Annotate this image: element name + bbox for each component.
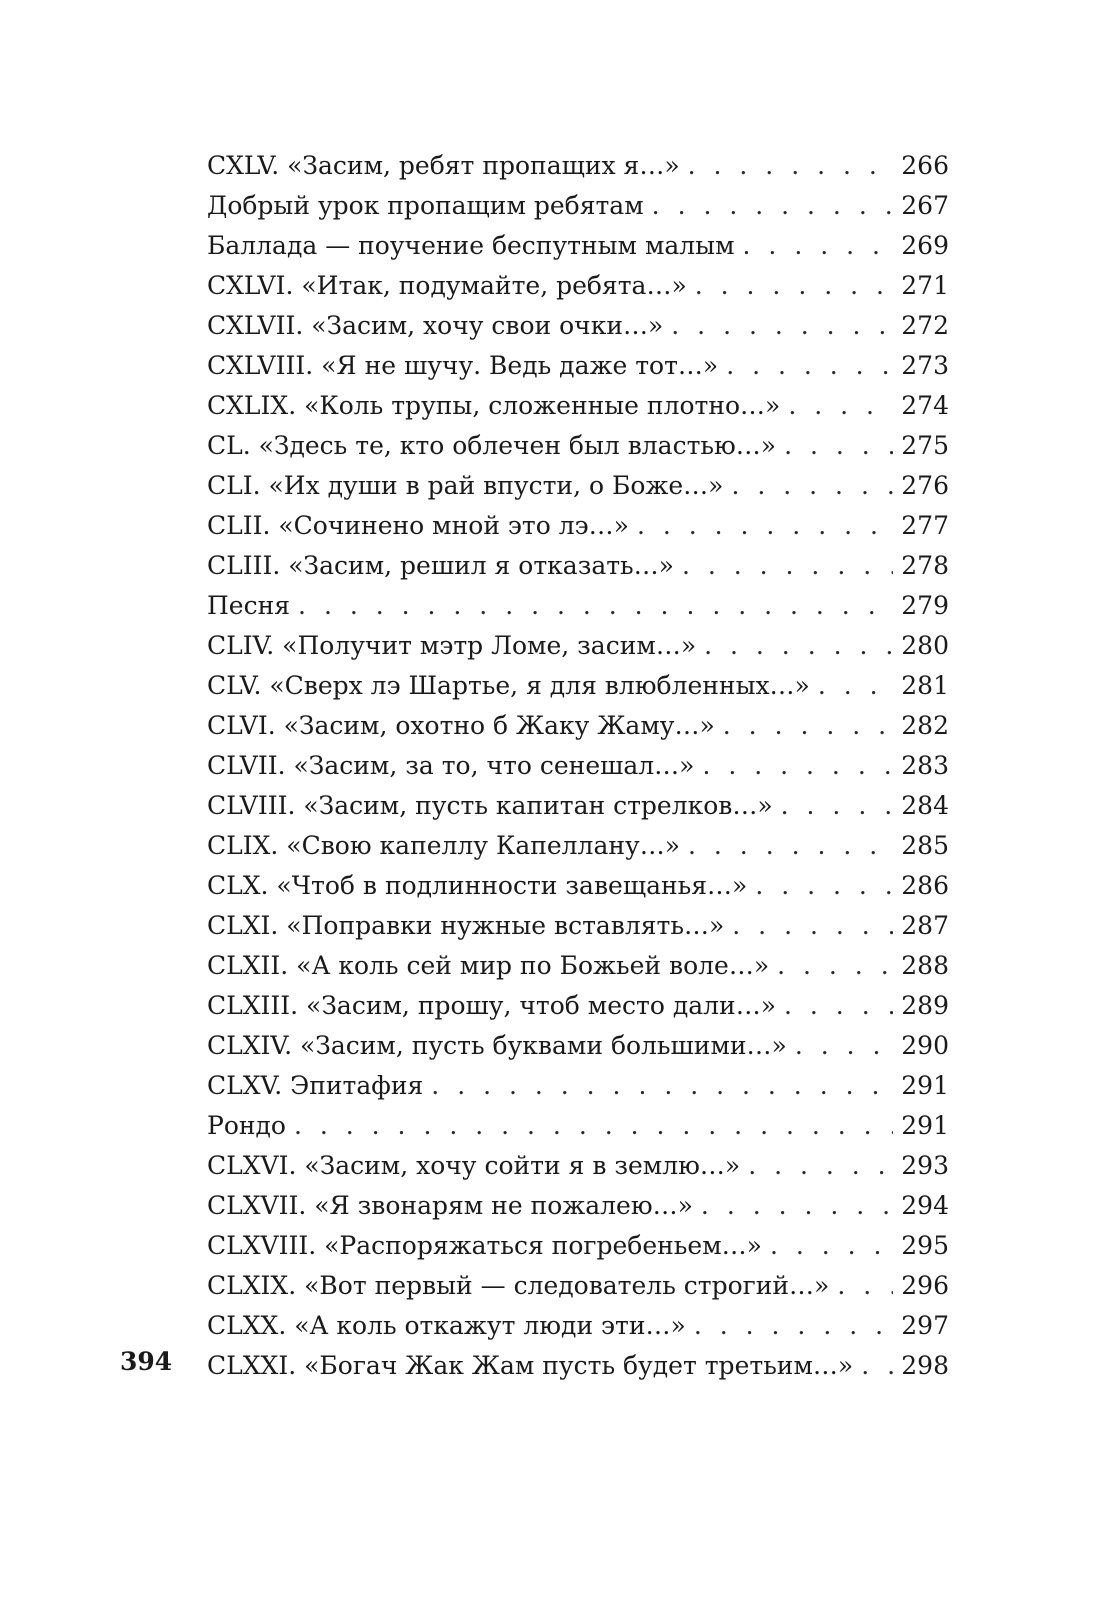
toc-entry-page: 277 bbox=[901, 511, 949, 540]
toc-entry bbox=[207, 1066, 949, 1106]
toc-entry-title: CXLV. «Засим, ребят пропащих я…» bbox=[207, 151, 680, 180]
toc-entry bbox=[207, 986, 949, 1026]
toc-entry-page: 283 bbox=[901, 751, 949, 780]
toc-dot-leader bbox=[732, 906, 893, 946]
toc-entry-title: CLXII. «А коль сей мир по Божьей воле…» bbox=[207, 951, 770, 980]
toc-entry bbox=[207, 226, 949, 266]
toc-entry-title: Песня bbox=[207, 591, 291, 620]
toc-entry-title: CLXVII. «Я звонарям не пожалею…» bbox=[207, 1191, 693, 1220]
toc-dot-leader bbox=[701, 1186, 893, 1226]
toc-entry bbox=[207, 1026, 949, 1066]
toc-entry-title: CLVI. «Засим, охотно б Жаку Жаму…» bbox=[207, 711, 715, 740]
toc-entry-page: 281 bbox=[901, 671, 949, 700]
toc-entry-title: CLI. «Их души в рай впусти, о Боже…» bbox=[207, 471, 724, 500]
toc-entry-title: Добрый урок пропащим ребятам bbox=[207, 191, 644, 220]
toc-dot-leader bbox=[861, 1346, 893, 1386]
toc-dot-leader bbox=[795, 1026, 893, 1066]
toc-entry-page: 291 bbox=[901, 1111, 949, 1140]
toc-entry bbox=[207, 746, 949, 786]
toc-entry-title: CLVII. «Засим, за то, что сенешал…» bbox=[207, 751, 695, 780]
toc-entry-page: 287 bbox=[901, 911, 949, 940]
toc-dot-leader bbox=[671, 306, 893, 346]
toc-dot-leader bbox=[688, 146, 894, 186]
toc-dot-leader bbox=[748, 1146, 893, 1186]
toc-entry-page: 288 bbox=[901, 951, 949, 980]
toc-entry bbox=[207, 786, 949, 826]
toc-entry-title: CLXX. «А коль откажут люди эти…» bbox=[207, 1311, 686, 1340]
toc-entry-page: 271 bbox=[901, 271, 949, 300]
toc-dot-leader bbox=[688, 826, 893, 866]
toc-entry-page: 278 bbox=[901, 551, 949, 580]
toc-entry-title: CLIX. «Свою капеллу Капеллану…» bbox=[207, 831, 681, 860]
toc-entry-title: CLXIII. «Засим, прошу, чтоб место дали…» bbox=[207, 991, 777, 1020]
toc-entry bbox=[207, 386, 949, 426]
toc-dot-leader bbox=[818, 666, 893, 706]
toc-entry-page: 282 bbox=[901, 711, 949, 740]
toc-dot-leader bbox=[723, 706, 894, 746]
toc-entry-page: 274 bbox=[901, 391, 949, 420]
toc-dot-leader bbox=[431, 1066, 893, 1106]
toc-entry bbox=[207, 346, 949, 386]
toc-entry-page: 298 bbox=[901, 1351, 949, 1380]
toc-entry bbox=[207, 306, 949, 346]
toc-entry bbox=[207, 626, 949, 666]
toc-entry-page: 293 bbox=[901, 1151, 949, 1180]
toc-dot-leader bbox=[770, 1226, 893, 1266]
toc-dot-leader bbox=[637, 506, 893, 546]
toc-dot-leader bbox=[702, 746, 893, 786]
toc-entry-title: CLXIV. «Засим, пусть буквами большими…» bbox=[207, 1031, 787, 1060]
toc-entry-page: 290 bbox=[901, 1031, 949, 1060]
toc-entry bbox=[207, 146, 949, 186]
toc-entry bbox=[207, 506, 949, 546]
toc-entry-page: 273 bbox=[901, 351, 949, 380]
toc-dot-leader bbox=[781, 786, 894, 826]
table-of-contents bbox=[207, 146, 949, 1386]
toc-entry bbox=[207, 1306, 949, 1346]
toc-dot-leader bbox=[755, 866, 893, 906]
toc-entry-title: CL. «Здесь те, кто облечен был властью…» bbox=[207, 431, 777, 460]
toc-entry-title: CLXVIII. «Распоряжаться погребеньем…» bbox=[207, 1231, 762, 1260]
toc-entry-page: 284 bbox=[901, 791, 949, 820]
toc-entry-page: 269 bbox=[901, 231, 949, 260]
toc-dot-leader bbox=[682, 546, 893, 586]
toc-entry bbox=[207, 586, 949, 626]
toc-entry-title: CXLVII. «Засим, хочу свои очки…» bbox=[207, 311, 664, 340]
toc-dot-leader bbox=[784, 426, 893, 466]
toc-entry bbox=[207, 1266, 949, 1306]
toc-entry-page: 266 bbox=[901, 151, 949, 180]
toc-entry-title: CXLIX. «Коль трупы, сложенные плотно…» bbox=[207, 391, 781, 420]
toc-entry bbox=[207, 266, 949, 306]
toc-entry bbox=[207, 1146, 949, 1186]
toc-dot-leader bbox=[652, 186, 894, 226]
toc-entry-page: 272 bbox=[901, 311, 949, 340]
toc-entry-page: 295 bbox=[901, 1231, 949, 1260]
toc-entry-page: 267 bbox=[901, 191, 949, 220]
toc-entry bbox=[207, 1346, 949, 1386]
toc-entry-page: 294 bbox=[901, 1191, 949, 1220]
toc-entry-page: 275 bbox=[901, 431, 949, 460]
toc-entry bbox=[207, 826, 949, 866]
toc-dot-leader bbox=[726, 346, 893, 386]
toc-entry bbox=[207, 546, 949, 586]
toc-dot-leader bbox=[777, 946, 893, 986]
toc-entry-title: CXLVI. «Итак, подумайте, ребята…» bbox=[207, 271, 687, 300]
toc-entry-page: 289 bbox=[901, 991, 949, 1020]
toc-entry-title: CLX. «Чтоб в подлинности завещанья…» bbox=[207, 871, 748, 900]
toc-entry-title: CLIII. «Засим, решил я отказать…» bbox=[207, 551, 674, 580]
toc-entry bbox=[207, 946, 949, 986]
toc-dot-leader bbox=[784, 986, 893, 1026]
toc-entry-page: 279 bbox=[901, 591, 949, 620]
toc-entry bbox=[207, 466, 949, 506]
toc-entry-title: CLII. «Сочинено мной это лэ…» bbox=[207, 511, 629, 540]
toc-entry-title: CLXV. Эпитафия bbox=[207, 1071, 424, 1100]
toc-dot-leader bbox=[743, 226, 894, 266]
toc-entry-title: Баллада — поучение беспутным малым bbox=[207, 231, 735, 260]
toc-entry bbox=[207, 866, 949, 906]
toc-entry-title: CLIV. «Получит мэтр Ломе, засим…» bbox=[207, 631, 697, 660]
toc-dot-leader bbox=[788, 386, 893, 426]
toc-entry bbox=[207, 1226, 949, 1266]
toc-entry-title: CLXXI. «Богач Жак Жам пусть будет третьим…» bbox=[207, 1351, 854, 1380]
toc-dot-leader bbox=[294, 1106, 893, 1146]
toc-entry bbox=[207, 1186, 949, 1226]
toc-entry-title: CLXVI. «Засим, хочу сойти я в землю…» bbox=[207, 1151, 741, 1180]
toc-entry bbox=[207, 906, 949, 946]
toc-dot-leader bbox=[837, 1266, 893, 1306]
toc-entry bbox=[207, 1106, 949, 1146]
toc-dot-leader bbox=[731, 466, 893, 506]
toc-dot-leader bbox=[695, 266, 894, 306]
toc-entry-title: Рондо bbox=[207, 1111, 286, 1140]
toc-entry bbox=[207, 186, 949, 226]
toc-entry-title: CLVIII. «Засим, пусть капитан стрелков…» bbox=[207, 791, 773, 820]
toc-entry-title: CLV. «Сверх лэ Шартье, я для влюбленных…» bbox=[207, 671, 810, 700]
toc-dot-leader bbox=[694, 1306, 893, 1346]
toc-entry-title: CLXI. «Поправки нужные вставлять…» bbox=[207, 911, 725, 940]
toc-dot-leader bbox=[298, 586, 893, 626]
toc-entry-page: 276 bbox=[901, 471, 949, 500]
toc-entry bbox=[207, 426, 949, 466]
toc-entry bbox=[207, 706, 949, 746]
toc-entry-page: 286 bbox=[901, 871, 949, 900]
toc-entry-title: CLXIX. «Вот первый — следователь строгий…» bbox=[207, 1271, 830, 1300]
toc-entry-page: 297 bbox=[901, 1311, 949, 1340]
toc-entry-page: 296 bbox=[901, 1271, 949, 1300]
toc-entry-page: 280 bbox=[901, 631, 949, 660]
toc-dot-leader bbox=[704, 626, 893, 666]
toc-entry-title: CXLVIII. «Я не шучу. Ведь даже тот…» bbox=[207, 351, 719, 380]
page-number: 394 bbox=[120, 1347, 173, 1376]
toc-entry-page: 285 bbox=[901, 831, 949, 860]
toc-entry-page: 291 bbox=[901, 1071, 949, 1100]
toc-entry bbox=[207, 666, 949, 706]
